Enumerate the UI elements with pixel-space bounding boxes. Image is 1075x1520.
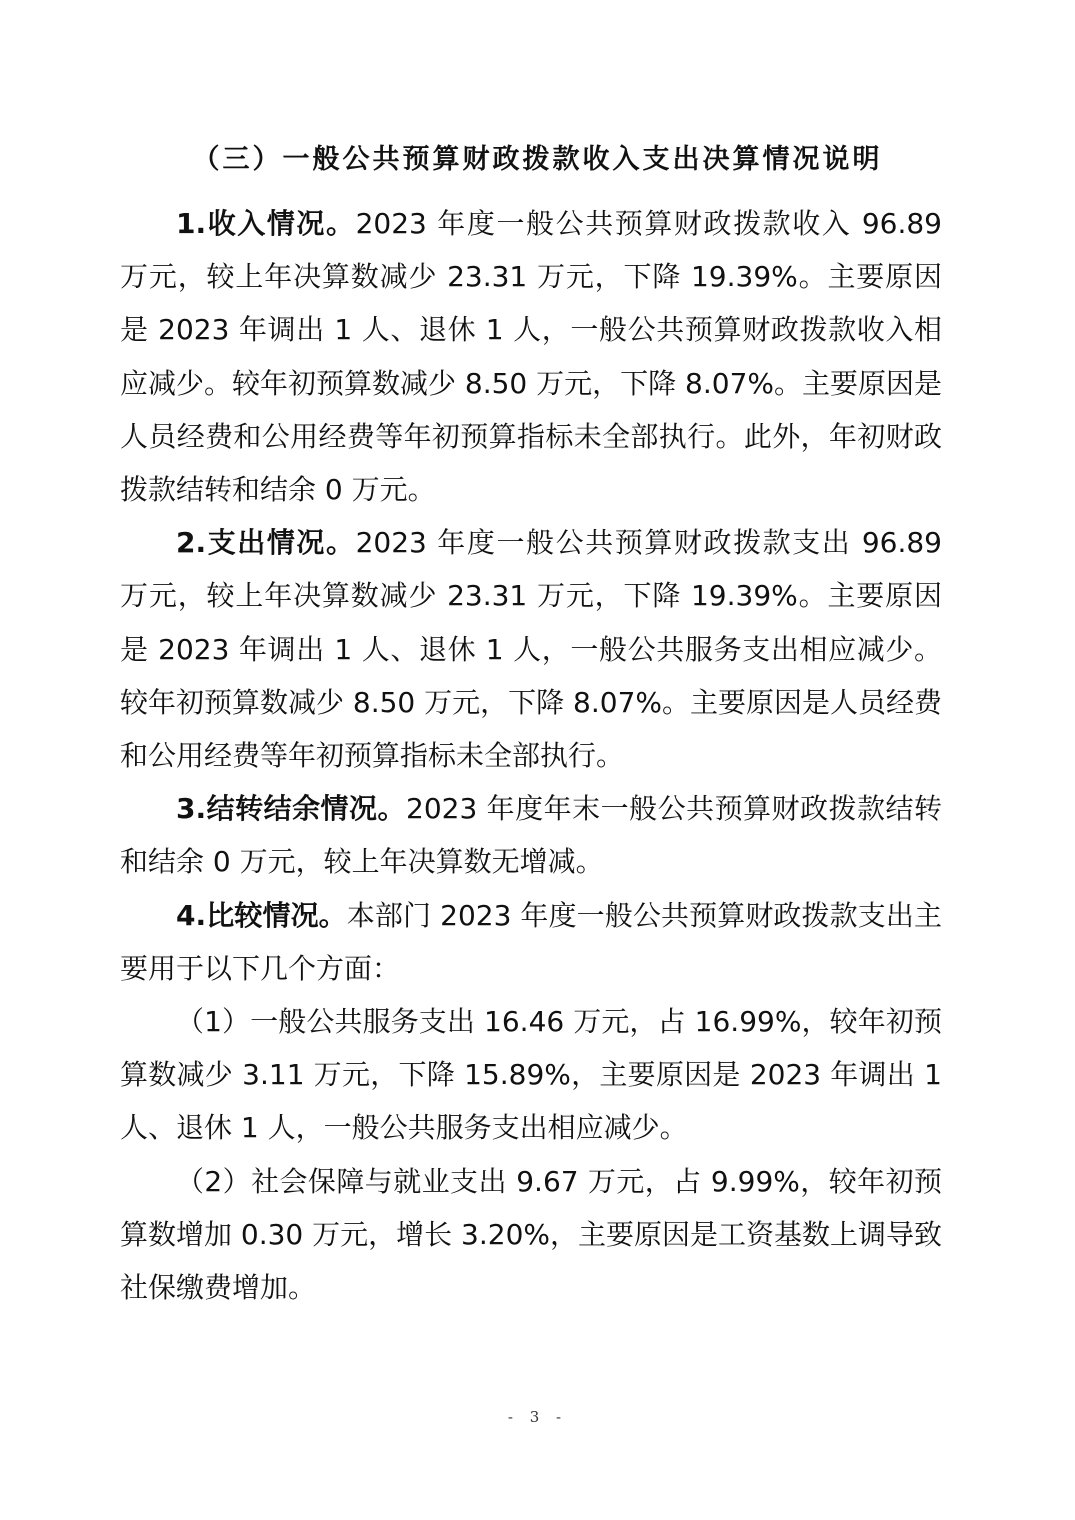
- paragraph-text: （2）社会保障与就业支出 9.67 万元，占 9.99%，较年初预算数增加 0.30 万元，增长 3.20%，主要原因是工资基数上调导致社保缴费增加。: [120, 1164, 942, 1305]
- paragraph-lead: 3.结转结余情况。: [176, 792, 407, 826]
- body-text: [120, 197, 942, 1314]
- paragraph-text: 本部门 2023 年度一般公共预算财政拨款支出主要用于以下几个方面：: [120, 898, 942, 985]
- paragraph-comparison: [120, 889, 942, 995]
- paragraph-lead: 2.支出情况。: [176, 526, 356, 560]
- paragraph-carryover: [120, 782, 942, 888]
- paragraph-text: 2023 年度一般公共预算财政拨款支出 96.89 万元，较上年决算数减少 23.31 万元，下降 19.39%。主要原因是 2023 年调出 1 人、退休 1 人，一般公共服务支出相应减少。较年初预算数减少 8.50 万元，下降 8.07%。主要原因是人员经费和公用经费等年初预算指标未全部执行。: [120, 526, 943, 773]
- paragraph-lead: 4.比较情况。: [176, 898, 347, 932]
- paragraph-item-1: [120, 995, 942, 1155]
- paragraph-text: （1）一般公共服务支出 16.46 万元，占 16.99%，较年初预算数减少 3.11 万元，下降 15.89%，主要原因是 2023 年调出 1 人、退休 1 人，一般公共服务支出相应减少。: [120, 1005, 942, 1145]
- paragraph-lead: 1.收入情况。: [176, 207, 356, 240]
- paragraph-expenditure: [120, 516, 942, 782]
- page-number: - 3 -: [507, 1408, 568, 1426]
- paragraph-income: [120, 197, 942, 516]
- paragraph-item-2: [120, 1155, 942, 1315]
- section-heading: （三）一般公共预算财政拨款收入支出决算情况说明: [192, 144, 883, 175]
- paragraph-text: 2023 年度年末一般公共预算财政拨款结转和结余 0 万元，较上年决算数无增减。: [120, 792, 942, 879]
- paragraph-text: 2023 年度一般公共预算财政拨款收入 96.89 万元，较上年决算数减少 23.31 万元，下降 19.39%。主要原因是 2023 年调出 1 人、退休 1 人，一般公共预算财政拨款收入相应减少。较年初预算数减少 8.50 万元，下降 8.07%。主要原因是人员经费和公用经费等年初预算指标未全部执行。此外，年初财政拨款结转和结余 0 万元。: [120, 207, 943, 507]
